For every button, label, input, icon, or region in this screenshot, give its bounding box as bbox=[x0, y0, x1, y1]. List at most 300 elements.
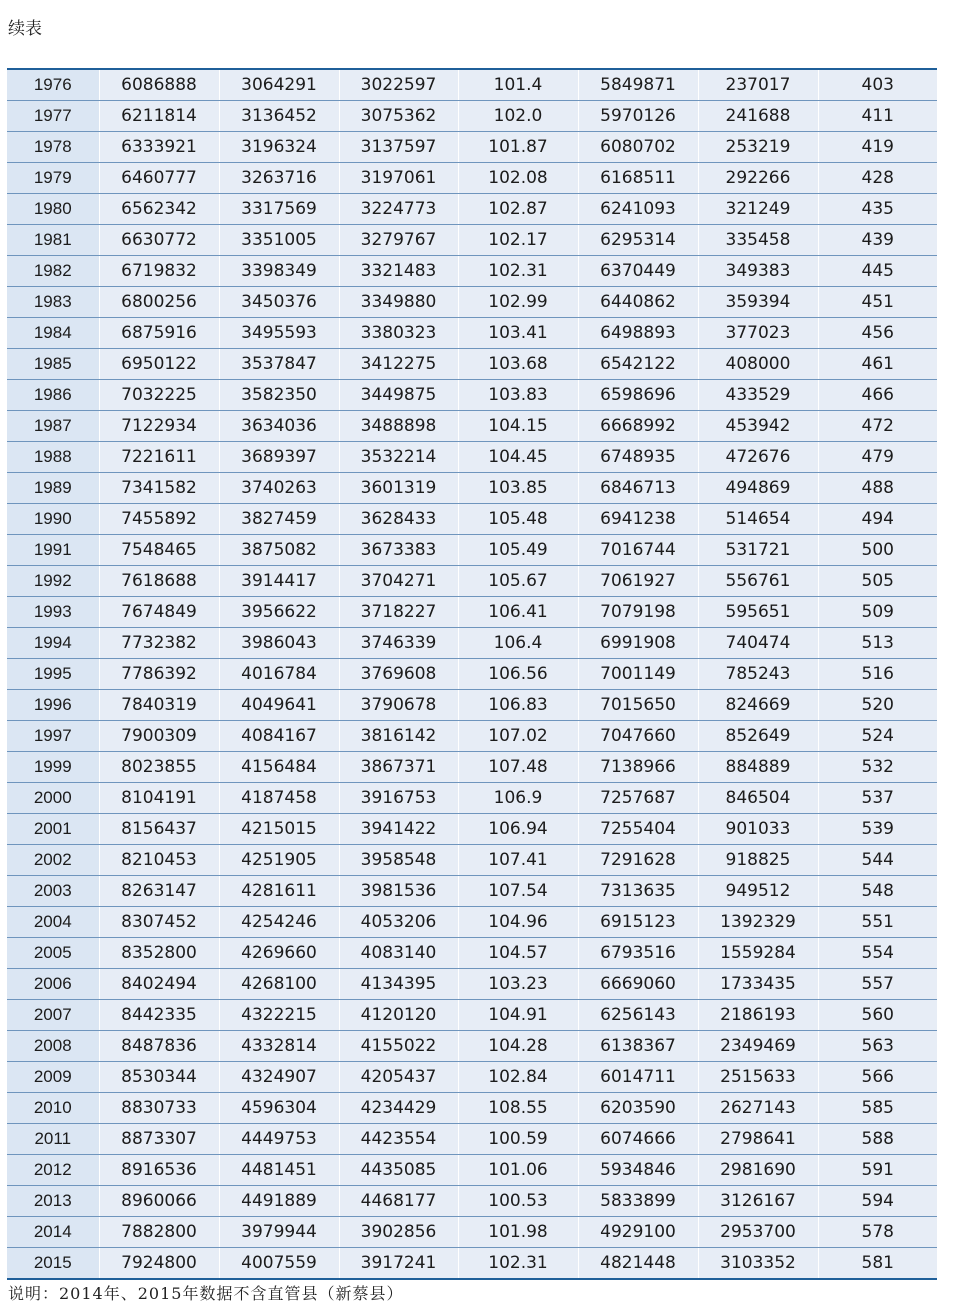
year-cell: 2005 bbox=[7, 938, 99, 969]
table-row bbox=[7, 1248, 937, 1280]
value-cell: 104.57 bbox=[458, 938, 578, 969]
value-cell: 949512 bbox=[698, 876, 818, 907]
value-cell: 453942 bbox=[698, 411, 818, 442]
value-cell: 3816142 bbox=[339, 721, 458, 752]
value-cell: 3902856 bbox=[339, 1217, 458, 1248]
value-cell: 104.45 bbox=[458, 442, 578, 473]
value-cell: 4491889 bbox=[219, 1186, 339, 1217]
value-cell: 581 bbox=[818, 1248, 937, 1280]
value-cell: 4007559 bbox=[219, 1248, 339, 1280]
table-row bbox=[7, 783, 937, 814]
value-cell: 253219 bbox=[698, 132, 818, 163]
value-cell: 494 bbox=[818, 504, 937, 535]
value-cell: 8487836 bbox=[99, 1031, 219, 1062]
value-cell: 103.23 bbox=[458, 969, 578, 1000]
year-cell: 1977 bbox=[7, 101, 99, 132]
table-row bbox=[7, 442, 937, 473]
value-cell: 103.41 bbox=[458, 318, 578, 349]
value-cell: 3279767 bbox=[339, 225, 458, 256]
year-cell: 1987 bbox=[7, 411, 99, 442]
value-cell: 6800256 bbox=[99, 287, 219, 318]
value-cell: 4156484 bbox=[219, 752, 339, 783]
table-row bbox=[7, 659, 937, 690]
value-cell: 500 bbox=[818, 535, 937, 566]
value-cell: 102.0 bbox=[458, 101, 578, 132]
value-cell: 2953700 bbox=[698, 1217, 818, 1248]
value-cell: 7618688 bbox=[99, 566, 219, 597]
value-cell: 6950122 bbox=[99, 349, 219, 380]
table-row bbox=[7, 411, 937, 442]
year-cell: 2014 bbox=[7, 1217, 99, 1248]
value-cell: 901033 bbox=[698, 814, 818, 845]
value-cell: 107.02 bbox=[458, 721, 578, 752]
value-cell: 102.84 bbox=[458, 1062, 578, 1093]
value-cell: 3875082 bbox=[219, 535, 339, 566]
value-cell: 7924800 bbox=[99, 1248, 219, 1280]
value-cell: 6168511 bbox=[578, 163, 698, 194]
table-row bbox=[7, 845, 937, 876]
value-cell: 7016744 bbox=[578, 535, 698, 566]
value-cell: 3867371 bbox=[339, 752, 458, 783]
year-cell: 1986 bbox=[7, 380, 99, 411]
value-cell: 435 bbox=[818, 194, 937, 225]
value-cell: 433529 bbox=[698, 380, 818, 411]
table-row bbox=[7, 938, 937, 969]
value-cell: 520 bbox=[818, 690, 937, 721]
value-cell: 3317569 bbox=[219, 194, 339, 225]
year-cell: 1997 bbox=[7, 721, 99, 752]
year-cell: 1980 bbox=[7, 194, 99, 225]
year-cell: 2000 bbox=[7, 783, 99, 814]
value-cell: 6203590 bbox=[578, 1093, 698, 1124]
value-cell: 419 bbox=[818, 132, 937, 163]
value-cell: 7900309 bbox=[99, 721, 219, 752]
value-cell: 6598696 bbox=[578, 380, 698, 411]
value-cell: 6669060 bbox=[578, 969, 698, 1000]
value-cell: 548 bbox=[818, 876, 937, 907]
value-cell: 3746339 bbox=[339, 628, 458, 659]
value-cell: 7786392 bbox=[99, 659, 219, 690]
value-cell: 411 bbox=[818, 101, 937, 132]
value-cell: 102.99 bbox=[458, 287, 578, 318]
table-body bbox=[7, 69, 937, 1279]
value-cell: 106.56 bbox=[458, 659, 578, 690]
value-cell: 3986043 bbox=[219, 628, 339, 659]
value-cell: 6748935 bbox=[578, 442, 698, 473]
table-row bbox=[7, 597, 937, 628]
value-cell: 102.17 bbox=[458, 225, 578, 256]
value-cell: 3917241 bbox=[339, 1248, 458, 1280]
value-cell: 4049641 bbox=[219, 690, 339, 721]
value-cell: 7079198 bbox=[578, 597, 698, 628]
value-cell: 563 bbox=[818, 1031, 937, 1062]
value-cell: 4423554 bbox=[339, 1124, 458, 1155]
year-cell: 1983 bbox=[7, 287, 99, 318]
year-cell: 2012 bbox=[7, 1155, 99, 1186]
value-cell: 4251905 bbox=[219, 845, 339, 876]
value-cell: 104.96 bbox=[458, 907, 578, 938]
value-cell: 456 bbox=[818, 318, 937, 349]
year-cell: 1979 bbox=[7, 163, 99, 194]
value-cell: 101.98 bbox=[458, 1217, 578, 1248]
value-cell: 3351005 bbox=[219, 225, 339, 256]
value-cell: 4281611 bbox=[219, 876, 339, 907]
value-cell: 7047660 bbox=[578, 721, 698, 752]
value-cell: 104.91 bbox=[458, 1000, 578, 1031]
year-cell: 2011 bbox=[7, 1124, 99, 1155]
value-cell: 532 bbox=[818, 752, 937, 783]
value-cell: 101.06 bbox=[458, 1155, 578, 1186]
table-row bbox=[7, 225, 937, 256]
value-cell: 505 bbox=[818, 566, 937, 597]
value-cell: 472676 bbox=[698, 442, 818, 473]
value-cell: 6295314 bbox=[578, 225, 698, 256]
value-cell: 3103352 bbox=[698, 1248, 818, 1280]
value-cell: 107.48 bbox=[458, 752, 578, 783]
table-row bbox=[7, 752, 937, 783]
table-row bbox=[7, 1062, 937, 1093]
value-cell: 591 bbox=[818, 1155, 937, 1186]
value-cell: 5970126 bbox=[578, 101, 698, 132]
value-cell: 6915123 bbox=[578, 907, 698, 938]
value-cell: 105.67 bbox=[458, 566, 578, 597]
value-cell: 6460777 bbox=[99, 163, 219, 194]
value-cell: 6241093 bbox=[578, 194, 698, 225]
value-cell: 472 bbox=[818, 411, 937, 442]
table-row bbox=[7, 628, 937, 659]
value-cell: 595651 bbox=[698, 597, 818, 628]
value-cell: 551 bbox=[818, 907, 937, 938]
value-cell: 4016784 bbox=[219, 659, 339, 690]
value-cell: 3704271 bbox=[339, 566, 458, 597]
value-cell: 3916753 bbox=[339, 783, 458, 814]
value-cell: 3136452 bbox=[219, 101, 339, 132]
value-cell: 3628433 bbox=[339, 504, 458, 535]
value-cell: 4053206 bbox=[339, 907, 458, 938]
value-cell: 513 bbox=[818, 628, 937, 659]
table-row bbox=[7, 1186, 937, 1217]
value-cell: 6498893 bbox=[578, 318, 698, 349]
value-cell: 8307452 bbox=[99, 907, 219, 938]
value-cell: 4929100 bbox=[578, 1217, 698, 1248]
table-row bbox=[7, 318, 937, 349]
value-cell: 537 bbox=[818, 783, 937, 814]
value-cell: 3582350 bbox=[219, 380, 339, 411]
value-cell: 5849871 bbox=[578, 69, 698, 101]
value-cell: 2349469 bbox=[698, 1031, 818, 1062]
value-cell: 7257687 bbox=[578, 783, 698, 814]
table-row bbox=[7, 876, 937, 907]
value-cell: 8352800 bbox=[99, 938, 219, 969]
value-cell: 560 bbox=[818, 1000, 937, 1031]
table-row bbox=[7, 194, 937, 225]
value-cell: 4187458 bbox=[219, 783, 339, 814]
value-cell: 578 bbox=[818, 1217, 937, 1248]
value-cell: 824669 bbox=[698, 690, 818, 721]
value-cell: 479 bbox=[818, 442, 937, 473]
value-cell: 4596304 bbox=[219, 1093, 339, 1124]
value-cell: 6138367 bbox=[578, 1031, 698, 1062]
value-cell: 6630772 bbox=[99, 225, 219, 256]
value-cell: 8960066 bbox=[99, 1186, 219, 1217]
value-cell: 6086888 bbox=[99, 69, 219, 101]
table-row bbox=[7, 287, 937, 318]
table-row bbox=[7, 1000, 937, 1031]
population-table bbox=[7, 68, 937, 1280]
value-cell: 4083140 bbox=[339, 938, 458, 969]
value-cell: 466 bbox=[818, 380, 937, 411]
value-cell: 3263716 bbox=[219, 163, 339, 194]
value-cell: 488 bbox=[818, 473, 937, 504]
value-cell: 1733435 bbox=[698, 969, 818, 1000]
year-cell: 2002 bbox=[7, 845, 99, 876]
value-cell: 6256143 bbox=[578, 1000, 698, 1031]
value-cell: 494869 bbox=[698, 473, 818, 504]
value-cell: 509 bbox=[818, 597, 937, 628]
value-cell: 1392329 bbox=[698, 907, 818, 938]
value-cell: 106.9 bbox=[458, 783, 578, 814]
table-row bbox=[7, 69, 937, 101]
table-row bbox=[7, 504, 937, 535]
table-row bbox=[7, 473, 937, 504]
value-cell: 408000 bbox=[698, 349, 818, 380]
year-cell: 1999 bbox=[7, 752, 99, 783]
value-cell: 8023855 bbox=[99, 752, 219, 783]
value-cell: 107.41 bbox=[458, 845, 578, 876]
value-cell: 377023 bbox=[698, 318, 818, 349]
value-cell: 785243 bbox=[698, 659, 818, 690]
table-row bbox=[7, 969, 937, 1000]
value-cell: 8873307 bbox=[99, 1124, 219, 1155]
value-cell: 554 bbox=[818, 938, 937, 969]
value-cell: 3718227 bbox=[339, 597, 458, 628]
value-cell: 4205437 bbox=[339, 1062, 458, 1093]
table-row bbox=[7, 1124, 937, 1155]
value-cell: 103.68 bbox=[458, 349, 578, 380]
year-cell: 2004 bbox=[7, 907, 99, 938]
value-cell: 3398349 bbox=[219, 256, 339, 287]
table-row bbox=[7, 256, 937, 287]
value-cell: 8442335 bbox=[99, 1000, 219, 1031]
value-cell: 6668992 bbox=[578, 411, 698, 442]
value-cell: 588 bbox=[818, 1124, 937, 1155]
value-cell: 918825 bbox=[698, 845, 818, 876]
value-cell: 4821448 bbox=[578, 1248, 698, 1280]
year-cell: 2009 bbox=[7, 1062, 99, 1093]
value-cell: 102.31 bbox=[458, 1248, 578, 1280]
value-cell: 594 bbox=[818, 1186, 937, 1217]
value-cell: 3488898 bbox=[339, 411, 458, 442]
value-cell: 3224773 bbox=[339, 194, 458, 225]
value-cell: 544 bbox=[818, 845, 937, 876]
value-cell: 7032225 bbox=[99, 380, 219, 411]
year-cell: 1985 bbox=[7, 349, 99, 380]
value-cell: 237017 bbox=[698, 69, 818, 101]
value-cell: 7548465 bbox=[99, 535, 219, 566]
value-cell: 6333921 bbox=[99, 132, 219, 163]
value-cell: 3022597 bbox=[339, 69, 458, 101]
value-cell: 4215015 bbox=[219, 814, 339, 845]
value-cell: 101.87 bbox=[458, 132, 578, 163]
value-cell: 3197061 bbox=[339, 163, 458, 194]
year-cell: 1991 bbox=[7, 535, 99, 566]
value-cell: 4155022 bbox=[339, 1031, 458, 1062]
value-cell: 4481451 bbox=[219, 1155, 339, 1186]
value-cell: 4468177 bbox=[339, 1186, 458, 1217]
year-cell: 1996 bbox=[7, 690, 99, 721]
value-cell: 3958548 bbox=[339, 845, 458, 876]
value-cell: 4435085 bbox=[339, 1155, 458, 1186]
value-cell: 3321483 bbox=[339, 256, 458, 287]
value-cell: 4449753 bbox=[219, 1124, 339, 1155]
value-cell: 349383 bbox=[698, 256, 818, 287]
value-cell: 3941422 bbox=[339, 814, 458, 845]
year-cell: 2010 bbox=[7, 1093, 99, 1124]
value-cell: 445 bbox=[818, 256, 937, 287]
value-cell: 6211814 bbox=[99, 101, 219, 132]
value-cell: 7255404 bbox=[578, 814, 698, 845]
year-cell: 1990 bbox=[7, 504, 99, 535]
year-cell: 1993 bbox=[7, 597, 99, 628]
value-cell: 4268100 bbox=[219, 969, 339, 1000]
value-cell: 3349880 bbox=[339, 287, 458, 318]
value-cell: 3075362 bbox=[339, 101, 458, 132]
value-cell: 557 bbox=[818, 969, 937, 1000]
value-cell: 403 bbox=[818, 69, 937, 101]
value-cell: 108.55 bbox=[458, 1093, 578, 1124]
value-cell: 3450376 bbox=[219, 287, 339, 318]
value-cell: 7138966 bbox=[578, 752, 698, 783]
value-cell: 3689397 bbox=[219, 442, 339, 473]
value-cell: 101.4 bbox=[458, 69, 578, 101]
value-cell: 3412275 bbox=[339, 349, 458, 380]
value-cell: 6991908 bbox=[578, 628, 698, 659]
value-cell: 884889 bbox=[698, 752, 818, 783]
value-cell: 6074666 bbox=[578, 1124, 698, 1155]
value-cell: 106.4 bbox=[458, 628, 578, 659]
value-cell: 102.31 bbox=[458, 256, 578, 287]
value-cell: 102.08 bbox=[458, 163, 578, 194]
value-cell: 4134395 bbox=[339, 969, 458, 1000]
table-row bbox=[7, 349, 937, 380]
table-row bbox=[7, 163, 937, 194]
table-row bbox=[7, 535, 937, 566]
value-cell: 6370449 bbox=[578, 256, 698, 287]
year-cell: 1988 bbox=[7, 442, 99, 473]
year-cell: 2006 bbox=[7, 969, 99, 1000]
value-cell: 852649 bbox=[698, 721, 818, 752]
value-cell: 7313635 bbox=[578, 876, 698, 907]
value-cell: 3914417 bbox=[219, 566, 339, 597]
value-cell: 5934846 bbox=[578, 1155, 698, 1186]
value-cell: 566 bbox=[818, 1062, 937, 1093]
value-cell: 3449875 bbox=[339, 380, 458, 411]
value-cell: 100.59 bbox=[458, 1124, 578, 1155]
value-cell: 3956622 bbox=[219, 597, 339, 628]
value-cell: 7015650 bbox=[578, 690, 698, 721]
value-cell: 321249 bbox=[698, 194, 818, 225]
value-cell: 3532214 bbox=[339, 442, 458, 473]
value-cell: 106.94 bbox=[458, 814, 578, 845]
value-cell: 105.49 bbox=[458, 535, 578, 566]
value-cell: 104.28 bbox=[458, 1031, 578, 1062]
table-row bbox=[7, 907, 937, 938]
value-cell: 6440862 bbox=[578, 287, 698, 318]
value-cell: 3673383 bbox=[339, 535, 458, 566]
value-cell: 7291628 bbox=[578, 845, 698, 876]
value-cell: 3537847 bbox=[219, 349, 339, 380]
table-note: 说明：2014年、2015年数据不含直管县（新蔡县） bbox=[8, 1284, 404, 1303]
value-cell: 8263147 bbox=[99, 876, 219, 907]
table-row bbox=[7, 690, 937, 721]
value-cell: 7221611 bbox=[99, 442, 219, 473]
value-cell: 3634036 bbox=[219, 411, 339, 442]
value-cell: 3979944 bbox=[219, 1217, 339, 1248]
year-cell: 2007 bbox=[7, 1000, 99, 1031]
value-cell: 1559284 bbox=[698, 938, 818, 969]
value-cell: 4084167 bbox=[219, 721, 339, 752]
continued-label: 续表 bbox=[8, 19, 42, 39]
value-cell: 106.83 bbox=[458, 690, 578, 721]
value-cell: 556761 bbox=[698, 566, 818, 597]
value-cell: 3380323 bbox=[339, 318, 458, 349]
value-cell: 514654 bbox=[698, 504, 818, 535]
value-cell: 3827459 bbox=[219, 504, 339, 535]
table-row bbox=[7, 1217, 937, 1248]
value-cell: 7732382 bbox=[99, 628, 219, 659]
value-cell: 2981690 bbox=[698, 1155, 818, 1186]
value-cell: 4332814 bbox=[219, 1031, 339, 1062]
value-cell: 6793516 bbox=[578, 938, 698, 969]
year-cell: 1995 bbox=[7, 659, 99, 690]
value-cell: 2186193 bbox=[698, 1000, 818, 1031]
value-cell: 3137597 bbox=[339, 132, 458, 163]
value-cell: 428 bbox=[818, 163, 937, 194]
value-cell: 4254246 bbox=[219, 907, 339, 938]
value-cell: 107.54 bbox=[458, 876, 578, 907]
year-cell: 1978 bbox=[7, 132, 99, 163]
table-row bbox=[7, 380, 937, 411]
value-cell: 439 bbox=[818, 225, 937, 256]
value-cell: 8830733 bbox=[99, 1093, 219, 1124]
value-cell: 7122934 bbox=[99, 411, 219, 442]
value-cell: 7061927 bbox=[578, 566, 698, 597]
value-cell: 335458 bbox=[698, 225, 818, 256]
value-cell: 3196324 bbox=[219, 132, 339, 163]
value-cell: 846504 bbox=[698, 783, 818, 814]
value-cell: 6941238 bbox=[578, 504, 698, 535]
value-cell: 6875916 bbox=[99, 318, 219, 349]
value-cell: 102.87 bbox=[458, 194, 578, 225]
year-cell: 1981 bbox=[7, 225, 99, 256]
value-cell: 6562342 bbox=[99, 194, 219, 225]
value-cell: 2627143 bbox=[698, 1093, 818, 1124]
value-cell: 7001149 bbox=[578, 659, 698, 690]
year-cell: 2013 bbox=[7, 1186, 99, 1217]
value-cell: 6080702 bbox=[578, 132, 698, 163]
value-cell: 7341582 bbox=[99, 473, 219, 504]
table-row bbox=[7, 1093, 937, 1124]
value-cell: 3769608 bbox=[339, 659, 458, 690]
year-cell: 1992 bbox=[7, 566, 99, 597]
value-cell: 8402494 bbox=[99, 969, 219, 1000]
value-cell: 7882800 bbox=[99, 1217, 219, 1248]
value-cell: 359394 bbox=[698, 287, 818, 318]
value-cell: 103.83 bbox=[458, 380, 578, 411]
value-cell: 4269660 bbox=[219, 938, 339, 969]
value-cell: 8530344 bbox=[99, 1062, 219, 1093]
table-row bbox=[7, 814, 937, 845]
